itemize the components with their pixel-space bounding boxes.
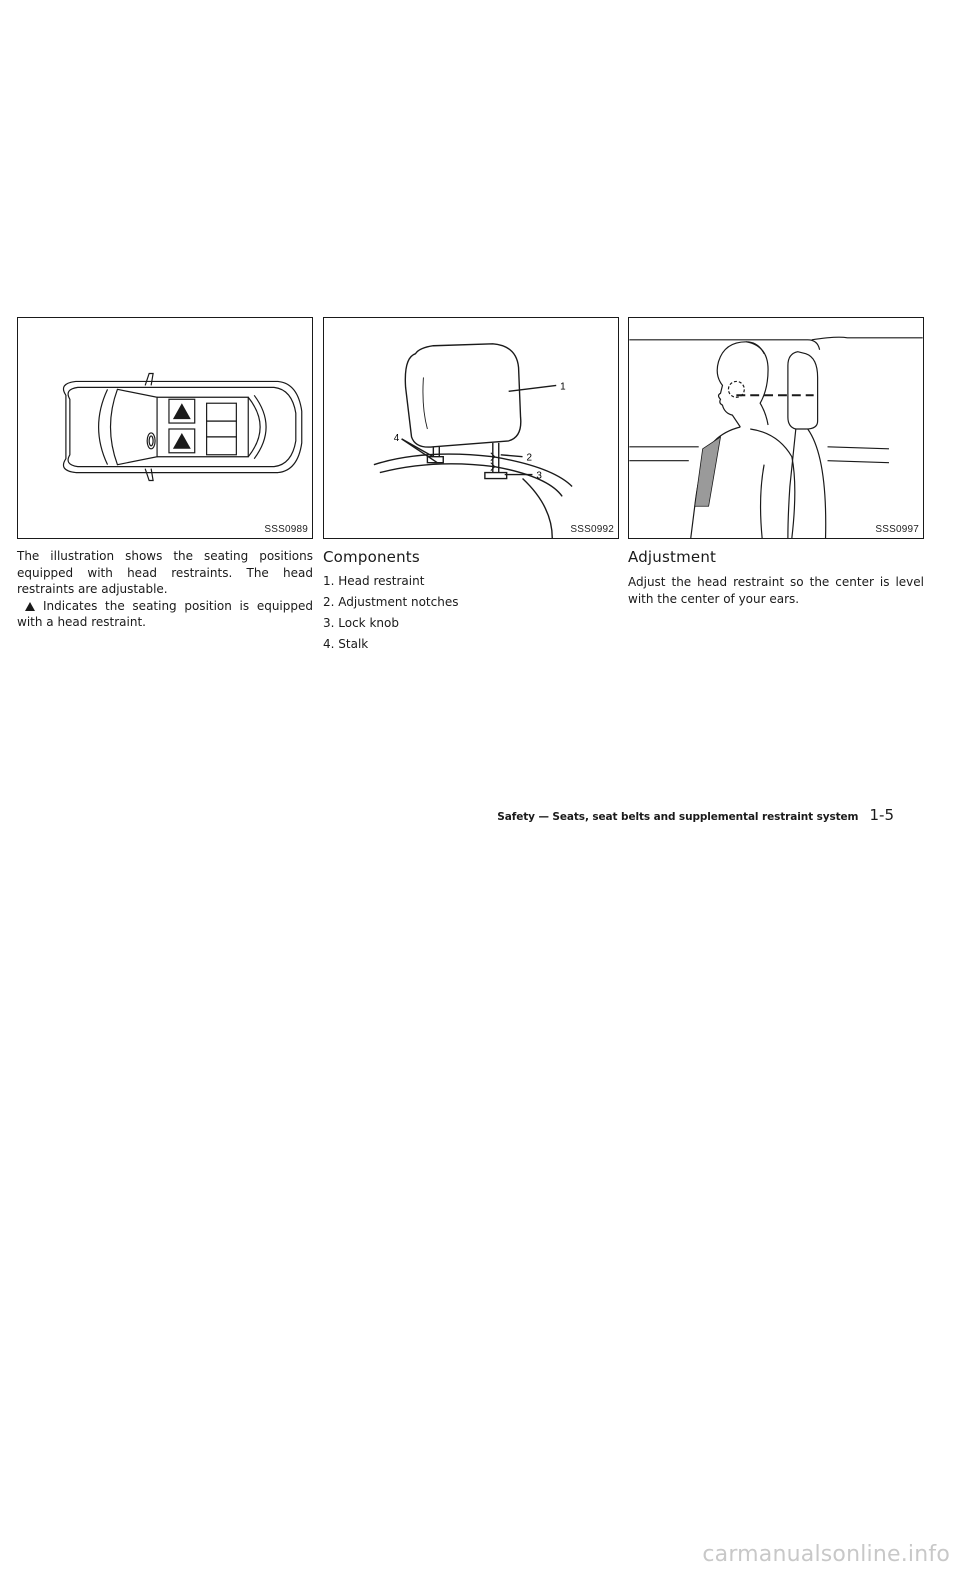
figure-code: SSS0992 — [570, 524, 614, 535]
list-item: 4. Stalk — [323, 637, 369, 651]
head-restraint-illustration — [324, 318, 618, 538]
list-item: 1. Head restraint — [323, 574, 425, 588]
paragraph-mark-legend — [17, 598, 313, 631]
page-number: 1-5 — [869, 806, 894, 824]
figure-seating-positions — [17, 317, 313, 539]
paragraph-seating-positions: The illustration shows the seating positions equipped with head restraints. The head restraints are adjustable. — [17, 549, 313, 596]
column-seating-positions — [17, 548, 313, 631]
figure-code: SSS0989 — [264, 524, 308, 535]
watermark: carmanualsonline.info — [702, 1542, 950, 1567]
figure-head-restraint-adjustment — [628, 317, 924, 539]
triangle-mark-icon — [25, 602, 35, 611]
callout-1: 1 — [560, 381, 566, 393]
callout-4: 4 — [393, 432, 400, 444]
figure-code: SSS0997 — [875, 524, 919, 535]
list-item: 3. Lock knob — [323, 616, 399, 630]
components-list — [323, 574, 619, 651]
mark-legend-text: Indicates the seating position is equipped with a head restraint. — [17, 598, 313, 629]
column-adjustment — [628, 548, 924, 607]
adjustment-illustration — [629, 318, 923, 538]
footer-section-title: Safety — Seats, seat belts and supplemental restraint system — [497, 811, 859, 823]
components-heading: Components — [323, 548, 420, 566]
list-item: 2. Adjustment notches — [323, 595, 459, 609]
figure-head-restraint-components — [323, 317, 619, 539]
callout-2: 2 — [526, 452, 533, 464]
paragraph-adjustment: Adjust the head restraint so the center is level with the center of your ears. — [628, 575, 924, 606]
car-top-view-illustration — [18, 318, 312, 538]
callout-3: 3 — [536, 470, 542, 482]
page-footer — [497, 805, 894, 824]
adjustment-heading: Adjustment — [628, 548, 717, 566]
column-components — [323, 548, 619, 658]
